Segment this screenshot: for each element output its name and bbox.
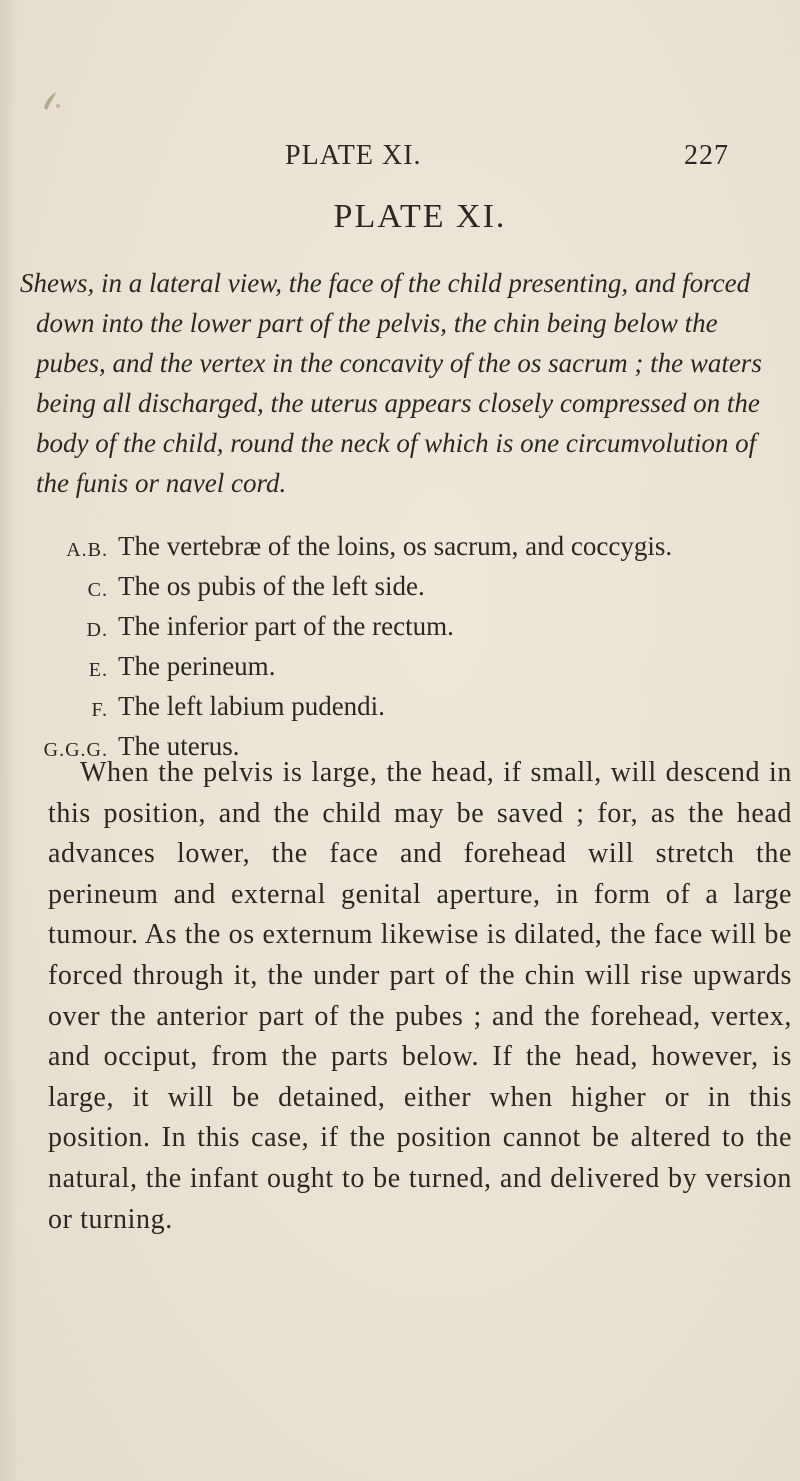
- key-letters: F.: [91, 699, 108, 721]
- page-number: 227: [684, 140, 729, 171]
- key-item: [40, 528, 790, 568]
- key-item: [40, 608, 790, 648]
- key-letters: E.: [88, 659, 108, 681]
- key-text: The perineum.: [118, 651, 276, 681]
- plate-title: PLATE XI.: [333, 198, 507, 235]
- key-text: The os pubis of the left side.: [118, 571, 425, 601]
- key-item: [40, 568, 790, 608]
- figure-key: [40, 528, 790, 768]
- key-letters: D.: [86, 619, 108, 641]
- key-text: The vertebræ of the loins, os sacrum, and coccygis.: [118, 531, 673, 561]
- key-letters: A.B.: [66, 539, 108, 561]
- key-item: [40, 688, 790, 728]
- ink-smudge-mark: [38, 86, 64, 114]
- key-letters: G.G.G.: [43, 739, 108, 761]
- plate-description: Shews, in a lateral view, the face of the child presenting, and forced down into the lower part of the pelvis, the chin being below the pubes, and the vertex in the concavity of the os sacrum ; the waters being all discharged, the uterus appears closely compressed on the body of the child, round the neck of which is one circumvolution of the funis or navel cord.: [20, 268, 762, 498]
- key-text: The inferior part of the rectum.: [118, 611, 454, 641]
- key-text: The left labium pudendi.: [118, 691, 385, 721]
- key-letters: C.: [87, 579, 108, 601]
- body-paragraph: When the pelvis is large, the head, if small, will descend in this position, and the child may be saved ; for, as the head advances lower, the face and forehead will stretch the perineum and external genital aperture, in form of a large tumour. As the os externum likewise is dilated, the face will be forced through it, the under part of the chin will rise upwards over the anterior part of the pubes ; and the forehead, vertex, and occiput, from the parts below. If the head, however, is large, it will be detained, either when higher or in this position. In this case, if the position cannot be altered to the natural, the infant ought to be turned, and delivered by version or turning.: [48, 757, 792, 1235]
- key-item: [40, 648, 790, 688]
- running-head: PLATE XI.: [285, 140, 422, 171]
- key-text: The uterus.: [118, 731, 240, 761]
